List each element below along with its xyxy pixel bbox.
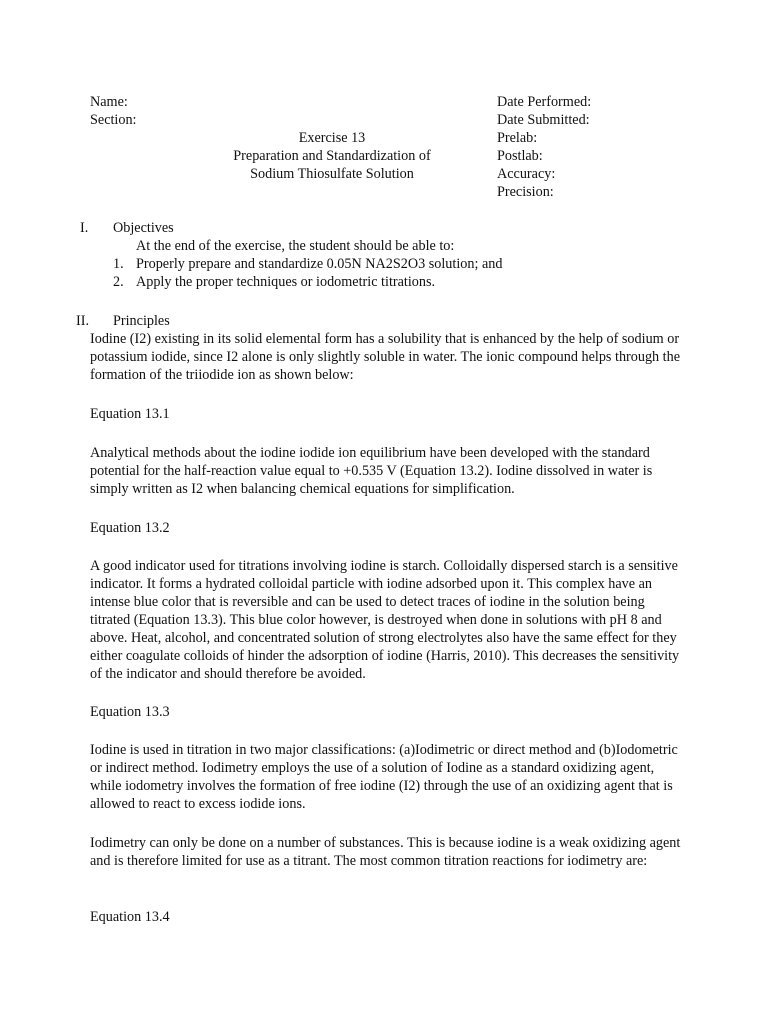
objective-number-1: 1. — [113, 256, 124, 272]
precision-label: Precision: — [497, 184, 554, 200]
exercise-subtitle-line-1: Preparation and Standardization of — [233, 148, 431, 164]
equation-13-4-label: Equation 13.4 — [90, 909, 170, 925]
principles-numeral: II. — [76, 313, 89, 329]
principles-paragraph-3: A good indicator used for titrations involving iodine is starch. Colloidally dispersed starch is a sensitive indicator. It forms a hydrated colloidal particle with iodine adsorbed upon it. This complex have an intense blue color that is reversible and can be used to detect traces of iodine in the solution being titrated (Equation 13.3). This blue color however, is destroyed when done in solutions with pH 8 and above. Heat, alcohol, and concentrated solution of strong electrolytes also have the same effect for they either coagulate colloids of hinder the adsorption of iodine (Harris, 2010). This decreases the sensitivity of the indicator and should therefore be avoided. — [90, 558, 680, 682]
objective-number-2: 2. — [113, 274, 124, 290]
exercise-subtitle-line-2: Sodium Thiosulfate Solution — [250, 166, 414, 182]
principles-paragraph-4: Iodine is used in titration in two major classifications: (a)Iodimetric or direct method and (b)Iodometric or indirect method. Iodimetry employs the use of a solution of Iodine as a standard oxidizing agent, while iodometry involves the formation of free iodine (I2) through the use of an oxidizing agent that is allowed to react to excess iodide ions. — [90, 742, 678, 812]
objective-text-1: Properly prepare and standardize 0.05N NA2S2O3 solution; and — [136, 256, 503, 272]
date-performed-label: Date Performed: — [497, 94, 592, 110]
principles-paragraph-1: Iodine (I2) existing in its solid elemental form has a solubility that is enhanced by the help of sodium or potassium iodide, since I2 alone is only slightly soluble in water. The ionic compound helps through the formation of the triiodide ion as shown below: — [90, 331, 681, 383]
section-label: Section: — [90, 112, 137, 128]
principles-paragraph-5: Iodimetry can only be done on a number of substances. This is because iodine is a weak oxidizing agent and is therefore limited for use as a titrant. The most common titration reactions for iodimetry are: — [90, 835, 681, 869]
objectives-heading: Objectives — [113, 220, 174, 236]
prelab-label: Prelab: — [497, 130, 538, 146]
equation-13-1-label: Equation 13.1 — [90, 406, 170, 422]
equation-13-2-label: Equation 13.2 — [90, 520, 170, 536]
name-label: Name: — [90, 94, 128, 110]
date-submitted-label: Date Submitted: — [497, 112, 590, 128]
accuracy-label: Accuracy: — [497, 166, 556, 182]
objective-text-2: Apply the proper techniques or iodometric titrations. — [136, 274, 436, 290]
principles-paragraph-2: Analytical methods about the iodine iodide ion equilibrium have been developed with the standard potential for the half-reaction value equal to +0.535 V (Equation 13.2). Iodine dissolved in water is simply written as I2 when balancing chemical equations for simplification. — [90, 445, 653, 497]
postlab-label: Postlab: — [497, 148, 543, 164]
equation-13-3-label: Equation 13.3 — [90, 704, 170, 720]
objectives-intro: At the end of the exercise, the student should be able to: — [136, 238, 455, 254]
objectives-numeral: I. — [80, 220, 89, 236]
principles-heading: Principles — [113, 313, 170, 329]
exercise-title: Exercise 13 — [298, 130, 366, 146]
